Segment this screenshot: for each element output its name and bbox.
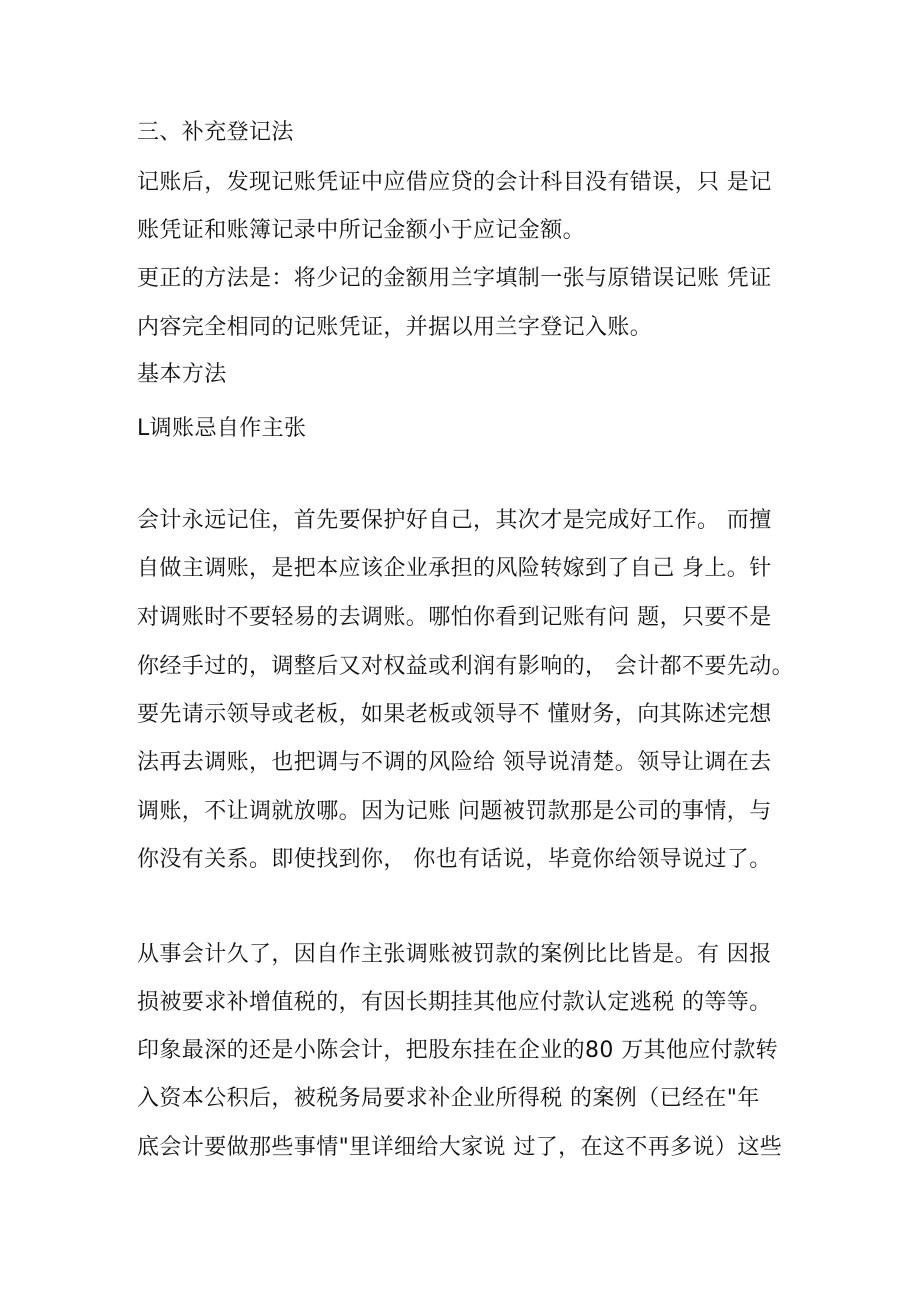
text-line: 你经手过的，调整后又对权益或利润有影响的， 会计都不要先动。	[137, 654, 794, 679]
text-line: 你没有关系。即使找到你， 你也有话说，毕竟你给领导说过了。	[137, 847, 772, 872]
text-line: 入资本公积后，被税务局要求补企业所得税 的案例（已经在"年	[137, 1086, 760, 1111]
text-line: 记账后，发现记账凭证中应借应贷的会计科目没有错误，只 是记	[137, 170, 772, 195]
text-line: 印象最深的还是小陈会计，把股东挂在企业的80 万其他应付款转	[137, 1038, 778, 1063]
text-line: 要先请示领导或老板，如果老板或领导不 懂财务，向其陈述完想	[137, 702, 772, 727]
text-line: 调账，不让调就放哪。因为记账 问题被罚款那是公司的事情，与	[137, 799, 772, 824]
text-line: 账凭证和账簿记录中所记金额小于应记金额。	[137, 218, 586, 243]
text-line: 自做主调账，是把本应该企业承担的风险转嫁到了自己 身上。针	[137, 556, 772, 581]
basic-methods-subheading: L调账忌自作主张	[137, 416, 307, 441]
text-line: 从事会计久了，因自作主张调账被罚款的案例比比皆是。有 因报	[137, 942, 772, 967]
text-line: 会计永远记住，首先要保护好自己，其次才是完成好工作。 而擅	[137, 508, 772, 533]
text-line: 对调账时不要轻易的去调账。哪怕你看到记账有问 题，只要不是	[137, 605, 772, 630]
basic-methods-heading: 基本方法	[137, 362, 227, 387]
text-line: 法再去调账，也把调与不调的风险给 领导说清楚。领导让调在去	[137, 750, 772, 775]
text-line: 更正的方法是：将少记的金额用兰字填制一张与原错误记账 凭证	[137, 266, 772, 291]
section-heading: 三、补充登记法	[137, 120, 294, 145]
text-line: 损被要求补增值税的，有因长期挂其他应付款认定逃税 的等等。	[137, 990, 772, 1015]
text-line: 内容完全相同的记账凭证，并据以用兰字登记入账。	[137, 315, 653, 340]
text-line: 底会计要做那些事情"里详细给大家说 过了，在这不再多说）这些	[137, 1135, 783, 1160]
